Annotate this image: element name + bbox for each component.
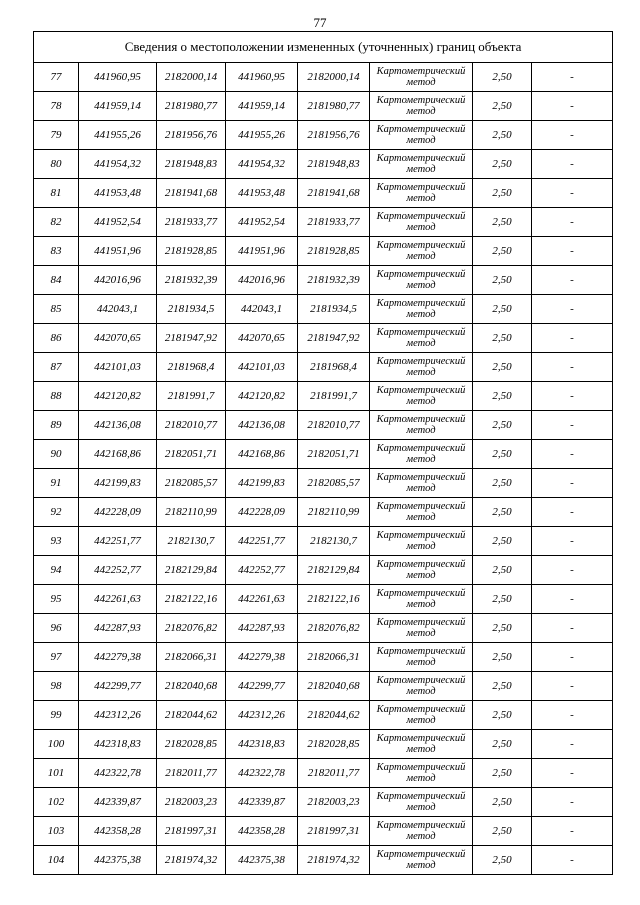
point-number-cell: 79 xyxy=(34,121,79,150)
method-cell: Картометрический метод xyxy=(370,643,473,672)
refined-y-cell: 2182000,14 xyxy=(298,63,370,92)
accuracy-cell: 2,50 xyxy=(473,324,532,353)
existing-y-cell: 2181991,7 xyxy=(157,382,226,411)
point-number-cell: 87 xyxy=(34,353,79,382)
point-number-cell: 82 xyxy=(34,208,79,237)
accuracy-cell: 2,50 xyxy=(473,585,532,614)
point-number-cell: 91 xyxy=(34,469,79,498)
refined-x-cell: 441955,26 xyxy=(226,121,298,150)
method-cell: Картометрический метод xyxy=(370,150,473,179)
table-row xyxy=(34,788,613,817)
accuracy-cell: 2,50 xyxy=(473,353,532,382)
accuracy-cell: 2,50 xyxy=(473,411,532,440)
refined-x-cell: 442261,63 xyxy=(226,585,298,614)
existing-x-cell: 442252,77 xyxy=(79,556,157,585)
refined-x-cell: 442120,82 xyxy=(226,382,298,411)
existing-y-cell: 2182085,57 xyxy=(157,469,226,498)
existing-y-cell: 2182122,16 xyxy=(157,585,226,614)
existing-x-cell: 442168,86 xyxy=(79,440,157,469)
refined-x-cell: 442358,28 xyxy=(226,817,298,846)
note-cell: - xyxy=(532,121,613,150)
note-cell: - xyxy=(532,324,613,353)
table-row xyxy=(34,614,613,643)
table-row xyxy=(34,440,613,469)
point-number-cell: 93 xyxy=(34,527,79,556)
method-cell: Картометрический метод xyxy=(370,469,473,498)
existing-x-cell: 442358,28 xyxy=(79,817,157,846)
method-cell: Картометрический метод xyxy=(370,788,473,817)
refined-y-cell: 2181997,31 xyxy=(298,817,370,846)
refined-y-cell: 2182003,23 xyxy=(298,788,370,817)
refined-x-cell: 442322,78 xyxy=(226,759,298,788)
existing-x-cell: 442318,83 xyxy=(79,730,157,759)
point-number-cell: 92 xyxy=(34,498,79,527)
table-row xyxy=(34,237,613,266)
accuracy-cell: 2,50 xyxy=(473,730,532,759)
note-cell: - xyxy=(532,63,613,92)
existing-y-cell: 2181974,32 xyxy=(157,846,226,875)
refined-x-cell: 442070,65 xyxy=(226,324,298,353)
table-row xyxy=(34,411,613,440)
refined-y-cell: 2181948,83 xyxy=(298,150,370,179)
existing-x-cell: 442043,1 xyxy=(79,295,157,324)
existing-y-cell: 2182110,99 xyxy=(157,498,226,527)
refined-y-cell: 2182110,99 xyxy=(298,498,370,527)
accuracy-cell: 2,50 xyxy=(473,208,532,237)
refined-y-cell: 2181974,32 xyxy=(298,846,370,875)
point-number-cell: 83 xyxy=(34,237,79,266)
existing-x-cell: 442312,26 xyxy=(79,701,157,730)
point-number-cell: 77 xyxy=(34,63,79,92)
refined-y-cell: 2182010,77 xyxy=(298,411,370,440)
method-cell: Картометрический метод xyxy=(370,237,473,266)
refined-x-cell: 441952,54 xyxy=(226,208,298,237)
refined-x-cell: 441954,32 xyxy=(226,150,298,179)
existing-x-cell: 442299,77 xyxy=(79,672,157,701)
refined-y-cell: 2182051,71 xyxy=(298,440,370,469)
table-row xyxy=(34,469,613,498)
existing-y-cell: 2181941,68 xyxy=(157,179,226,208)
accuracy-cell: 2,50 xyxy=(473,846,532,875)
point-number-cell: 94 xyxy=(34,556,79,585)
refined-x-cell: 442299,77 xyxy=(226,672,298,701)
note-cell: - xyxy=(532,150,613,179)
table-row xyxy=(34,585,613,614)
table-row xyxy=(34,498,613,527)
note-cell: - xyxy=(532,353,613,382)
table-row xyxy=(34,382,613,411)
table-row xyxy=(34,63,613,92)
refined-x-cell: 442375,38 xyxy=(226,846,298,875)
refined-x-cell: 442279,38 xyxy=(226,643,298,672)
existing-x-cell: 442322,78 xyxy=(79,759,157,788)
accuracy-cell: 2,50 xyxy=(473,237,532,266)
refined-y-cell: 2182129,84 xyxy=(298,556,370,585)
existing-y-cell: 2182003,23 xyxy=(157,788,226,817)
refined-x-cell: 442339,87 xyxy=(226,788,298,817)
refined-y-cell: 2182028,85 xyxy=(298,730,370,759)
existing-x-cell: 442228,09 xyxy=(79,498,157,527)
table-title-row xyxy=(34,32,613,63)
accuracy-cell: 2,50 xyxy=(473,788,532,817)
accuracy-cell: 2,50 xyxy=(473,759,532,788)
table-row xyxy=(34,527,613,556)
refined-y-cell: 2182122,16 xyxy=(298,585,370,614)
existing-y-cell: 2182000,14 xyxy=(157,63,226,92)
note-cell: - xyxy=(532,701,613,730)
point-number-cell: 96 xyxy=(34,614,79,643)
accuracy-cell: 2,50 xyxy=(473,817,532,846)
existing-y-cell: 2181980,77 xyxy=(157,92,226,121)
method-cell: Картометрический метод xyxy=(370,817,473,846)
existing-x-cell: 442136,08 xyxy=(79,411,157,440)
refined-x-cell: 442287,93 xyxy=(226,614,298,643)
point-number-cell: 100 xyxy=(34,730,79,759)
refined-x-cell: 442168,86 xyxy=(226,440,298,469)
existing-x-cell: 441959,14 xyxy=(79,92,157,121)
point-number-cell: 99 xyxy=(34,701,79,730)
method-cell: Картометрический метод xyxy=(370,353,473,382)
point-number-cell: 101 xyxy=(34,759,79,788)
refined-y-cell: 2182130,7 xyxy=(298,527,370,556)
refined-y-cell: 2182085,57 xyxy=(298,469,370,498)
method-cell: Картометрический метод xyxy=(370,324,473,353)
existing-y-cell: 2182010,77 xyxy=(157,411,226,440)
note-cell: - xyxy=(532,237,613,266)
accuracy-cell: 2,50 xyxy=(473,382,532,411)
table-row xyxy=(34,556,613,585)
existing-x-cell: 441955,26 xyxy=(79,121,157,150)
note-cell: - xyxy=(532,527,613,556)
point-number-cell: 102 xyxy=(34,788,79,817)
existing-x-cell: 442375,38 xyxy=(79,846,157,875)
method-cell: Картометрический метод xyxy=(370,295,473,324)
accuracy-cell: 2,50 xyxy=(473,440,532,469)
method-cell: Картометрический метод xyxy=(370,92,473,121)
point-number-cell: 81 xyxy=(34,179,79,208)
note-cell: - xyxy=(532,846,613,875)
existing-y-cell: 2182066,31 xyxy=(157,643,226,672)
note-cell: - xyxy=(532,643,613,672)
table-row xyxy=(34,817,613,846)
refined-x-cell: 442251,77 xyxy=(226,527,298,556)
note-cell: - xyxy=(532,92,613,121)
point-number-cell: 104 xyxy=(34,846,79,875)
coordinates-table xyxy=(33,31,613,875)
method-cell: Картометрический метод xyxy=(370,121,473,150)
accuracy-cell: 2,50 xyxy=(473,527,532,556)
point-number-cell: 89 xyxy=(34,411,79,440)
refined-y-cell: 2182044,62 xyxy=(298,701,370,730)
method-cell: Картометрический метод xyxy=(370,527,473,556)
existing-y-cell: 2181933,77 xyxy=(157,208,226,237)
note-cell: - xyxy=(532,266,613,295)
method-cell: Картометрический метод xyxy=(370,585,473,614)
refined-x-cell: 442199,83 xyxy=(226,469,298,498)
point-number-cell: 84 xyxy=(34,266,79,295)
existing-y-cell: 2182076,82 xyxy=(157,614,226,643)
table-body xyxy=(34,32,613,875)
table-row xyxy=(34,701,613,730)
accuracy-cell: 2,50 xyxy=(473,469,532,498)
refined-y-cell: 2182011,77 xyxy=(298,759,370,788)
accuracy-cell: 2,50 xyxy=(473,63,532,92)
method-cell: Картометрический метод xyxy=(370,846,473,875)
existing-x-cell: 441951,96 xyxy=(79,237,157,266)
table-row xyxy=(34,353,613,382)
method-cell: Картометрический метод xyxy=(370,614,473,643)
table-row xyxy=(34,121,613,150)
refined-x-cell: 442312,26 xyxy=(226,701,298,730)
refined-x-cell: 441953,48 xyxy=(226,179,298,208)
point-number-cell: 103 xyxy=(34,817,79,846)
note-cell: - xyxy=(532,614,613,643)
existing-y-cell: 2182044,62 xyxy=(157,701,226,730)
refined-x-cell: 442101,03 xyxy=(226,353,298,382)
refined-x-cell: 442228,09 xyxy=(226,498,298,527)
note-cell: - xyxy=(532,208,613,237)
point-number-cell: 97 xyxy=(34,643,79,672)
method-cell: Картометрический метод xyxy=(370,556,473,585)
point-number-cell: 98 xyxy=(34,672,79,701)
table-row xyxy=(34,150,613,179)
method-cell: Картометрический метод xyxy=(370,266,473,295)
existing-x-cell: 442261,63 xyxy=(79,585,157,614)
method-cell: Картометрический метод xyxy=(370,498,473,527)
existing-y-cell: 2182130,7 xyxy=(157,527,226,556)
existing-x-cell: 442251,77 xyxy=(79,527,157,556)
refined-y-cell: 2181932,39 xyxy=(298,266,370,295)
point-number-cell: 80 xyxy=(34,150,79,179)
note-cell: - xyxy=(532,179,613,208)
point-number-cell: 86 xyxy=(34,324,79,353)
note-cell: - xyxy=(532,440,613,469)
note-cell: - xyxy=(532,788,613,817)
method-cell: Картометрический метод xyxy=(370,179,473,208)
existing-y-cell: 2182011,77 xyxy=(157,759,226,788)
existing-y-cell: 2181932,39 xyxy=(157,266,226,295)
method-cell: Картометрический метод xyxy=(370,208,473,237)
refined-x-cell: 442252,77 xyxy=(226,556,298,585)
refined-y-cell: 2181933,77 xyxy=(298,208,370,237)
refined-y-cell: 2181928,85 xyxy=(298,237,370,266)
method-cell: Картометрический метод xyxy=(370,63,473,92)
existing-y-cell: 2181956,76 xyxy=(157,121,226,150)
method-cell: Картометрический метод xyxy=(370,382,473,411)
existing-y-cell: 2182028,85 xyxy=(157,730,226,759)
refined-x-cell: 442318,83 xyxy=(226,730,298,759)
accuracy-cell: 2,50 xyxy=(473,672,532,701)
accuracy-cell: 2,50 xyxy=(473,179,532,208)
existing-x-cell: 442339,87 xyxy=(79,788,157,817)
note-cell: - xyxy=(532,295,613,324)
refined-x-cell: 442136,08 xyxy=(226,411,298,440)
refined-y-cell: 2181934,5 xyxy=(298,295,370,324)
table-row xyxy=(34,643,613,672)
accuracy-cell: 2,50 xyxy=(473,614,532,643)
accuracy-cell: 2,50 xyxy=(473,498,532,527)
method-cell: Картометрический метод xyxy=(370,672,473,701)
existing-y-cell: 2181934,5 xyxy=(157,295,226,324)
accuracy-cell: 2,50 xyxy=(473,266,532,295)
table-row xyxy=(34,759,613,788)
method-cell: Картометрический метод xyxy=(370,759,473,788)
note-cell: - xyxy=(532,730,613,759)
accuracy-cell: 2,50 xyxy=(473,92,532,121)
table-row xyxy=(34,266,613,295)
existing-x-cell: 441960,95 xyxy=(79,63,157,92)
note-cell: - xyxy=(532,585,613,614)
note-cell: - xyxy=(532,469,613,498)
accuracy-cell: 2,50 xyxy=(473,643,532,672)
page-number: 77 xyxy=(313,15,327,30)
table-row xyxy=(34,672,613,701)
refined-x-cell: 441951,96 xyxy=(226,237,298,266)
existing-x-cell: 442101,03 xyxy=(79,353,157,382)
method-cell: Картометрический метод xyxy=(370,411,473,440)
existing-x-cell: 442287,93 xyxy=(79,614,157,643)
existing-x-cell: 441953,48 xyxy=(79,179,157,208)
existing-y-cell: 2182051,71 xyxy=(157,440,226,469)
refined-x-cell: 442016,96 xyxy=(226,266,298,295)
table-row xyxy=(34,92,613,121)
method-cell: Картометрический метод xyxy=(370,440,473,469)
table-row xyxy=(34,208,613,237)
refined-y-cell: 2181991,7 xyxy=(298,382,370,411)
note-cell: - xyxy=(532,759,613,788)
refined-x-cell: 442043,1 xyxy=(226,295,298,324)
point-number-cell: 88 xyxy=(34,382,79,411)
point-number-cell: 78 xyxy=(34,92,79,121)
refined-x-cell: 441959,14 xyxy=(226,92,298,121)
existing-x-cell: 442199,83 xyxy=(79,469,157,498)
table-title: Сведения о местоположении измененных (уточненных) границ объекта xyxy=(34,32,613,63)
note-cell: - xyxy=(532,498,613,527)
accuracy-cell: 2,50 xyxy=(473,121,532,150)
existing-y-cell: 2181928,85 xyxy=(157,237,226,266)
existing-y-cell: 2181948,83 xyxy=(157,150,226,179)
accuracy-cell: 2,50 xyxy=(473,701,532,730)
refined-y-cell: 2181980,77 xyxy=(298,92,370,121)
existing-x-cell: 441952,54 xyxy=(79,208,157,237)
existing-y-cell: 2182040,68 xyxy=(157,672,226,701)
refined-x-cell: 441960,95 xyxy=(226,63,298,92)
refined-y-cell: 2181968,4 xyxy=(298,353,370,382)
existing-x-cell: 441954,32 xyxy=(79,150,157,179)
point-number-cell: 85 xyxy=(34,295,79,324)
existing-y-cell: 2181997,31 xyxy=(157,817,226,846)
method-cell: Картометрический метод xyxy=(370,730,473,759)
note-cell: - xyxy=(532,817,613,846)
note-cell: - xyxy=(532,411,613,440)
point-number-cell: 95 xyxy=(34,585,79,614)
refined-y-cell: 2182076,82 xyxy=(298,614,370,643)
refined-y-cell: 2181947,92 xyxy=(298,324,370,353)
existing-y-cell: 2182129,84 xyxy=(157,556,226,585)
table-row xyxy=(34,295,613,324)
note-cell: - xyxy=(532,382,613,411)
existing-x-cell: 442070,65 xyxy=(79,324,157,353)
refined-y-cell: 2181956,76 xyxy=(298,121,370,150)
existing-x-cell: 442279,38 xyxy=(79,643,157,672)
accuracy-cell: 2,50 xyxy=(473,556,532,585)
refined-y-cell: 2182040,68 xyxy=(298,672,370,701)
existing-y-cell: 2181947,92 xyxy=(157,324,226,353)
accuracy-cell: 2,50 xyxy=(473,295,532,324)
table-row xyxy=(34,730,613,759)
table-row xyxy=(34,846,613,875)
existing-x-cell: 442016,96 xyxy=(79,266,157,295)
existing-x-cell: 442120,82 xyxy=(79,382,157,411)
accuracy-cell: 2,50 xyxy=(473,150,532,179)
note-cell: - xyxy=(532,672,613,701)
point-number-cell: 90 xyxy=(34,440,79,469)
method-cell: Картометрический метод xyxy=(370,701,473,730)
table-row xyxy=(34,324,613,353)
refined-y-cell: 2181941,68 xyxy=(298,179,370,208)
refined-y-cell: 2182066,31 xyxy=(298,643,370,672)
table-row xyxy=(34,179,613,208)
existing-y-cell: 2181968,4 xyxy=(157,353,226,382)
note-cell: - xyxy=(532,556,613,585)
